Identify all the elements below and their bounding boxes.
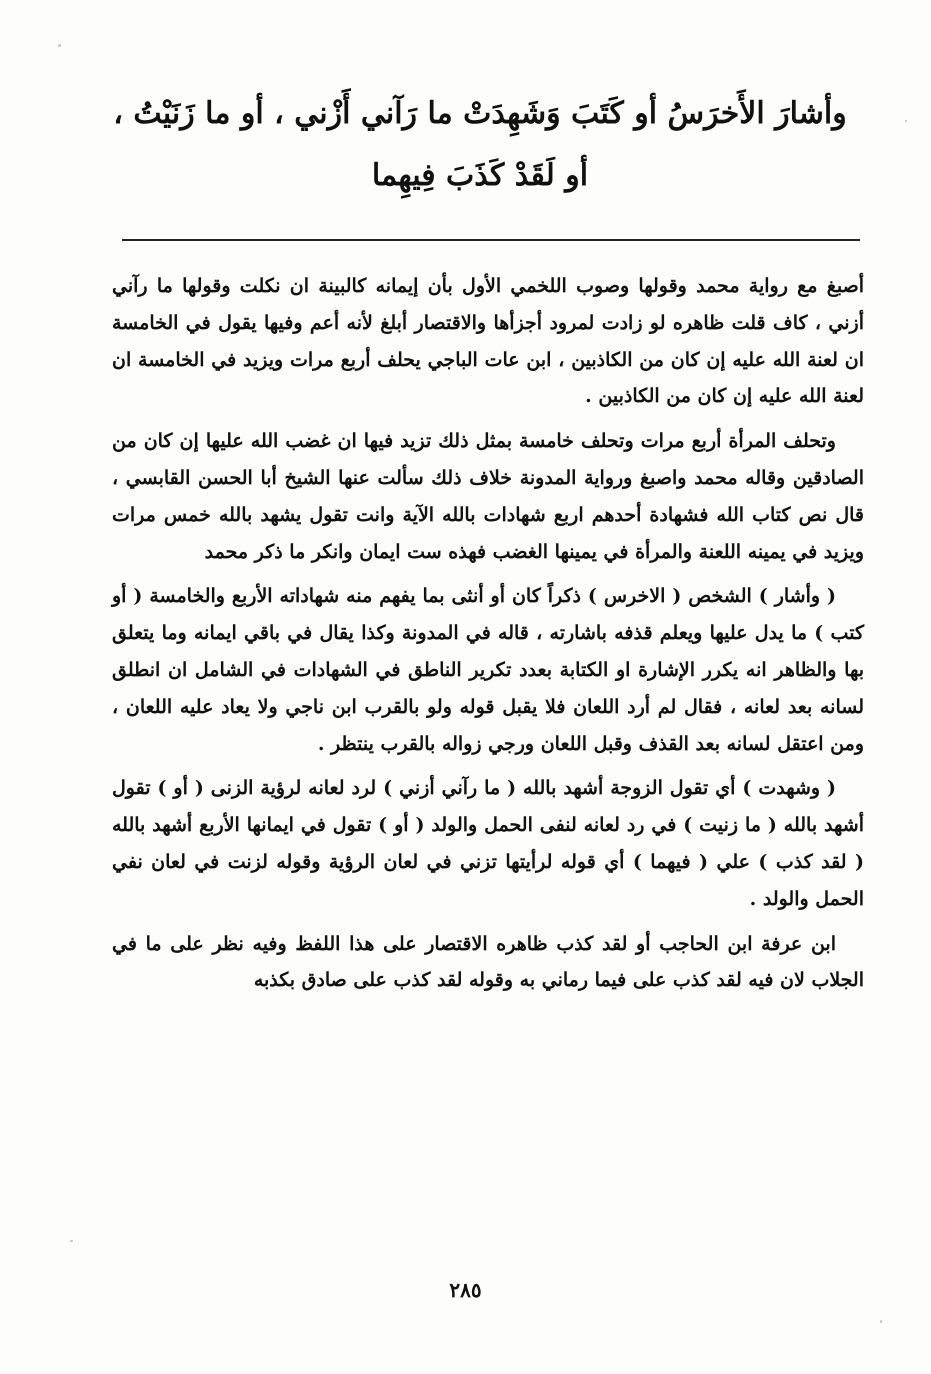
paragraph-2: وتحلف المرأة أربع مرات وتحلف خامسة بمثل ذلك تزيد فيها ان غضب الله عليها إن كان من الصادقين وقاله محمد واصبغ ورواية المدونة خلاف ذلك سألت عنها الشيخ أبا الحسن القابسي ، قال نص كتاب الله فشهادة أحدهم اربع شهادات بالله الآية وانت تقول يشهد بالله خمس مرات ويزيد في يمينه اللعنة والمرأة في يمينها الغضب فهذه ست ايمان وانكر ما ذكر محمد bbox=[112, 430, 864, 563]
verse-header bbox=[100, 90, 860, 200]
header-divider bbox=[122, 239, 860, 241]
scan-speck bbox=[70, 1240, 73, 1242]
scan-speck bbox=[58, 44, 61, 47]
paragraph-3: ( وأشار ) الشخص ( الاخرس ) ذكراً كان أو أنثى بما يفهم منه شهاداته الأربع والخامسة ( أو كتب ) ما يدل عليها ويعلم قذفه باشارته ، قاله في المدونة وكذا يقال في باقي ايمانه وما يتعلق بها والظاهر انه يكرر الإشارة او الكتابة بعدد تكرير الناطق في الشهادات في الشامل ان انطلق لسانه بعد لعانه ، فقال لم أرد اللعان فلا يقبل قوله ولو بالقرب ابن ناجي ولا يعاد عليه اللعان ، ومن اعتقل لسانه بعد القذف وقبل اللعان ورجي زواله بالقرب ينتظر . bbox=[112, 585, 864, 755]
scan-speck bbox=[905, 120, 907, 122]
paragraph-4: ( وشهدت ) أي تقول الزوجة أشهد بالله ( ما رآني أزني ) لرد لعانه لرؤية الزنى ( أو ) تقول أشهد بالله ( ما زنيت ) في رد لعانه لنفى الحمل والولد ( أو ) تقول في ايمانها الأربع أشهد بالله ( لقد كذب ) علي ( فيهما ) أي قوله لرأيتها تزني في لعان الرؤية وقوله لزنت في لعان نفي الحمل والولد . bbox=[112, 777, 864, 910]
page-number: ٢٨٥ bbox=[449, 1278, 482, 1302]
scan-speck bbox=[880, 1320, 882, 1323]
paragraph-5: ابن عرفة ابن الحاجب أو لقد كذب ظاهره الاقتصار على هذا اللفظ وفيه نظر على ما في الجلاب لان فيه لقد كذب على فيما رماني به وقوله لقد كذب على صادق بكذبه bbox=[112, 932, 864, 992]
paragraph-1: أصبغ مع رواية محمد وقولها وصوب اللخمي الأول بأن إيمانه كالبينة ان نكلت وقولها ما رآني أزني ، كاف قلت ظاهره لو زادت لمرود أجزأها والاقتصار أبلغ لأنه أعم وفيها يقول في الخامسة ان لعنة الله عليه إن كان من الكاذبين ، ابن عات الباجي يحلف أربع مرات ويزيد في الخامسة ان لعنة الله عليه إن كان من الكاذبين . bbox=[112, 275, 864, 408]
verse-line-1: وأشارَ الأَخرَسُ أو كَتَبَ وَشَهِدَتْ ما رَآني أَزْني ، أو ما زَنَيْتُ ، bbox=[113, 96, 847, 131]
verse-line-2: أو لَقَدْ كَذَبَ فِيهِما bbox=[371, 158, 589, 193]
commentary-body bbox=[112, 268, 864, 1007]
